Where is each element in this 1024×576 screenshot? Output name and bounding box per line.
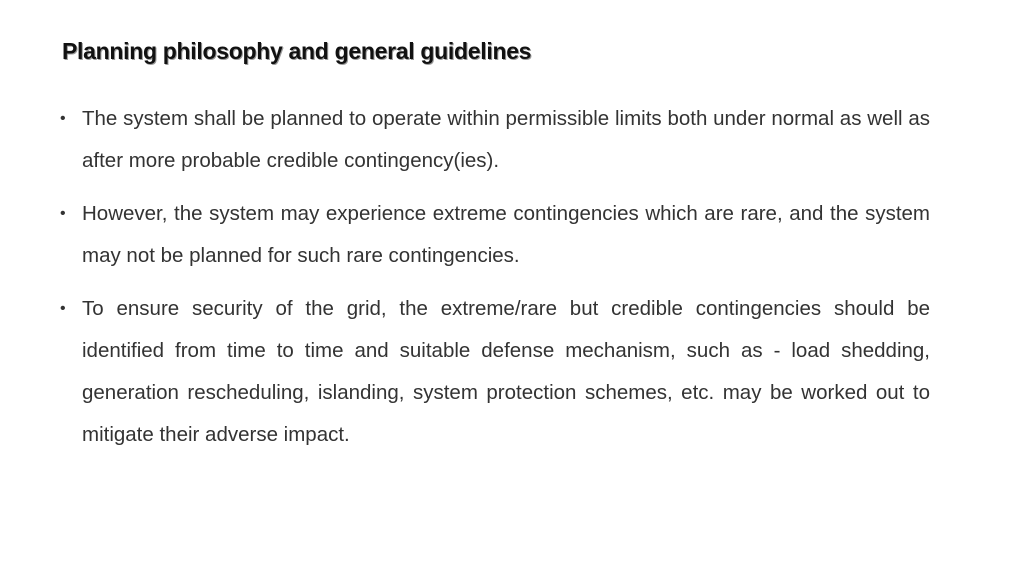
bullet-item-3 <box>60 288 930 456</box>
slide-title: Planning philosophy and general guidelines <box>62 38 532 64</box>
bullet-dot-icon: • <box>60 300 66 317</box>
bullet-item-2 <box>60 193 930 277</box>
bullet-text-1: The system shall be planned to operate within permissible limits both under normal as well as after more probable credible contingency(ies). <box>82 107 930 172</box>
bullet-text-2: However, the system may experience extreme contingencies which are rare, and the system may not be planned for such rare contingencies. <box>82 202 930 267</box>
bullet-dot-icon: • <box>60 110 66 127</box>
bullet-dot-icon: • <box>60 205 66 222</box>
bullet-list <box>60 98 930 467</box>
bullet-text-3: To ensure security of the grid, the extreme/rare but credible contingencies should be identified from time to time and suitable defense mechanism, such as - load shedding, generation rescheduling, islanding, system protection schemes, etc. may be worked out to mitigate their adverse impact. <box>82 297 930 446</box>
bullet-item-1 <box>60 98 930 182</box>
